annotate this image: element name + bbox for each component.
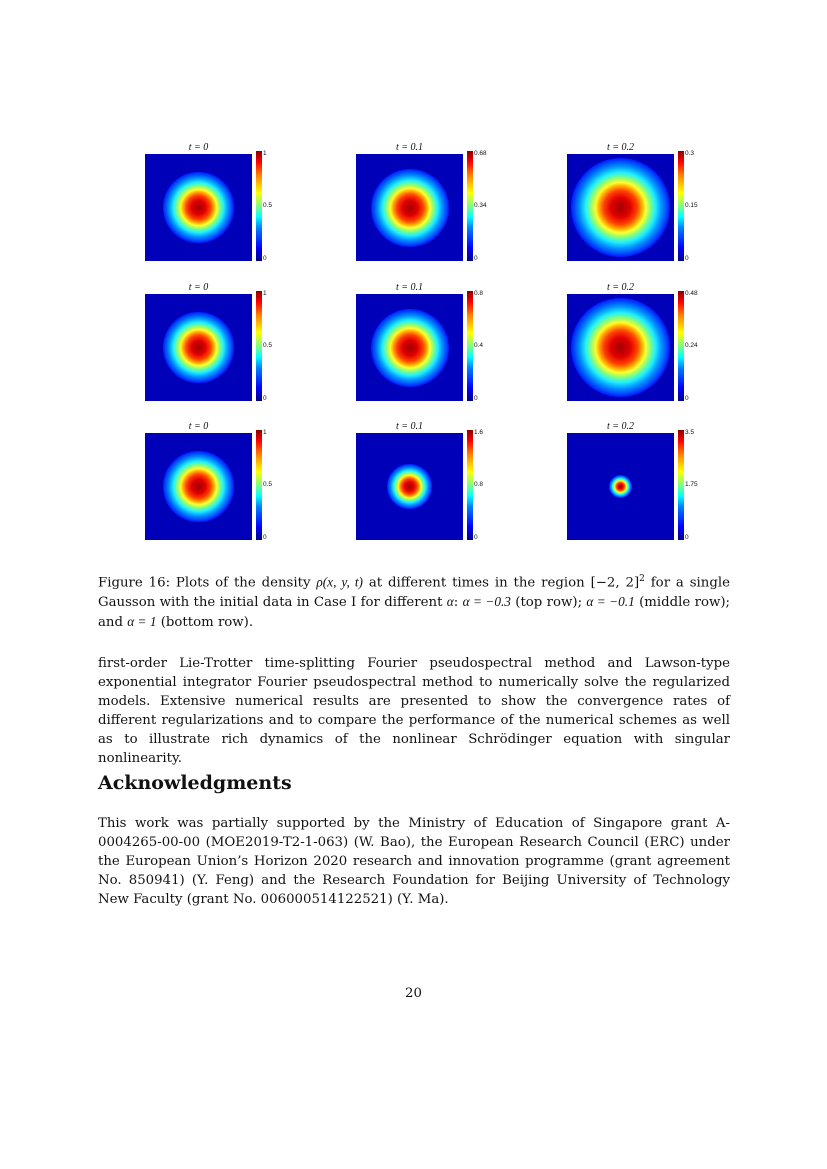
gausson-blob [571, 298, 670, 397]
density-panel [145, 142, 305, 267]
colorbar-tick-label: 0.4 [474, 342, 484, 349]
colorbar [678, 430, 684, 540]
colorbar-tick-label: 0 [685, 255, 689, 262]
colorbar-tick-label: 0.15 [685, 202, 698, 209]
colorbar-tick-label: 3.5 [685, 429, 695, 436]
density-heatmap [356, 433, 463, 540]
panel-title: t = 0.2 [606, 421, 635, 432]
panel-title: t = 0.1 [395, 142, 424, 153]
colorbar [678, 291, 684, 401]
colorbar-tick-label: 0.3 [685, 150, 695, 157]
body-paragraph: first-order Lie-Trotter time-splitting Fourier pseudospectral method and Lawson-type exponential integrator Fourier pseudospectral method to numerically solve the regularized models. Extensive numerical results are presented to show the convergence rates of different regularizations and to compare the performance of the numerical schemes as well as to illustrate rich dynamics of the nonlinear Schrödinger equation with singular nonlinearity. [98, 656, 730, 766]
figure-16 [0, 0, 827, 560]
acknowledgments-text: This work was partially supported by the Ministry of Education of Singapore grant A-0004265-00-00 (MOE2019-T2-1-063) (W. Bao), the European Research Council (ERC) under the European Union’s Horizon 2020 research and innovation programme (grant agreement No. 850941) (Y. Feng) and the Research Foundation for Beijing University of Technology New Faculty (grant No. 006000514122521) (Y. Ma). [98, 816, 730, 907]
colorbar-tick-label: 0.24 [685, 342, 698, 349]
panel-title: t = 0 [188, 282, 209, 293]
colorbar [678, 151, 684, 261]
acknowledgments-heading: Acknowledgments [98, 772, 292, 794]
density-panel [356, 142, 516, 267]
gausson-blob [371, 309, 449, 387]
density-panel [567, 421, 727, 546]
density-heatmap [567, 294, 674, 401]
colorbar-tick-label: 0 [685, 534, 689, 541]
density-heatmap [567, 433, 674, 540]
colorbar [467, 430, 473, 540]
gausson-blob [609, 475, 632, 498]
density-panel [145, 282, 305, 407]
colorbar [256, 291, 262, 401]
colorbar-tick-label: 0.48 [685, 290, 698, 297]
figure-caption: Figure 16: Plots of the density ρ(x, y, t) at different times in the region [−2, 2]$^2$ for a single Gausson with the initial data in Case I for different α: α = −0.3 (top row); α = −0.1 (middle row); and α = 1 (bottom row). [98, 574, 731, 631]
panel-title: t = 0.1 [395, 282, 424, 293]
gausson-blob [387, 464, 431, 508]
page-number: 20 [405, 986, 422, 1001]
colorbar-tick-label: 0 [263, 255, 267, 262]
colorbar-tick-label: 1 [263, 290, 267, 297]
density-heatmap [145, 433, 252, 540]
density-panel [145, 421, 305, 546]
panel-title: t = 0.1 [395, 421, 424, 432]
density-heatmap [567, 154, 674, 261]
colorbar-tick-label: 1 [263, 150, 267, 157]
gausson-blob [163, 172, 233, 242]
density-panel [567, 282, 727, 407]
colorbar-tick-label: 0 [474, 255, 478, 262]
panel-title: t = 0 [188, 142, 209, 153]
colorbar-tick-label: 1 [263, 429, 267, 436]
colorbar [467, 151, 473, 261]
gausson-blob [163, 451, 233, 521]
density-heatmap [145, 154, 252, 261]
colorbar-tick-label: 0.5 [263, 342, 273, 349]
density-heatmap [356, 154, 463, 261]
gausson-blob [371, 169, 449, 247]
density-panel [567, 142, 727, 267]
colorbar-tick-label: 1.6 [474, 429, 484, 436]
colorbar-tick-label: 0 [474, 395, 478, 402]
colorbar-tick-label: 0.68 [474, 150, 487, 157]
colorbar-tick-label: 0 [685, 395, 689, 402]
colorbar [467, 291, 473, 401]
colorbar-tick-label: 0 [263, 395, 267, 402]
panel-title: t = 0.2 [606, 282, 635, 293]
colorbar [256, 430, 262, 540]
colorbar-tick-label: 0.5 [263, 481, 273, 488]
colorbar-tick-label: 0.5 [263, 202, 273, 209]
colorbar-tick-label: 0 [474, 534, 478, 541]
density-panel [356, 421, 516, 546]
colorbar [256, 151, 262, 261]
density-heatmap [356, 294, 463, 401]
colorbar-tick-label: 1.75 [685, 481, 698, 488]
density-heatmap [145, 294, 252, 401]
colorbar-tick-label: 0.8 [474, 481, 484, 488]
gausson-blob [571, 158, 670, 257]
gausson-blob [163, 312, 233, 382]
colorbar-tick-label: 0.34 [474, 202, 487, 209]
colorbar-tick-label: 0.8 [474, 290, 484, 297]
density-panel [356, 282, 516, 407]
panel-title: t = 0 [188, 421, 209, 432]
colorbar-tick-label: 0 [263, 534, 267, 541]
panel-title: t = 0.2 [606, 142, 635, 153]
